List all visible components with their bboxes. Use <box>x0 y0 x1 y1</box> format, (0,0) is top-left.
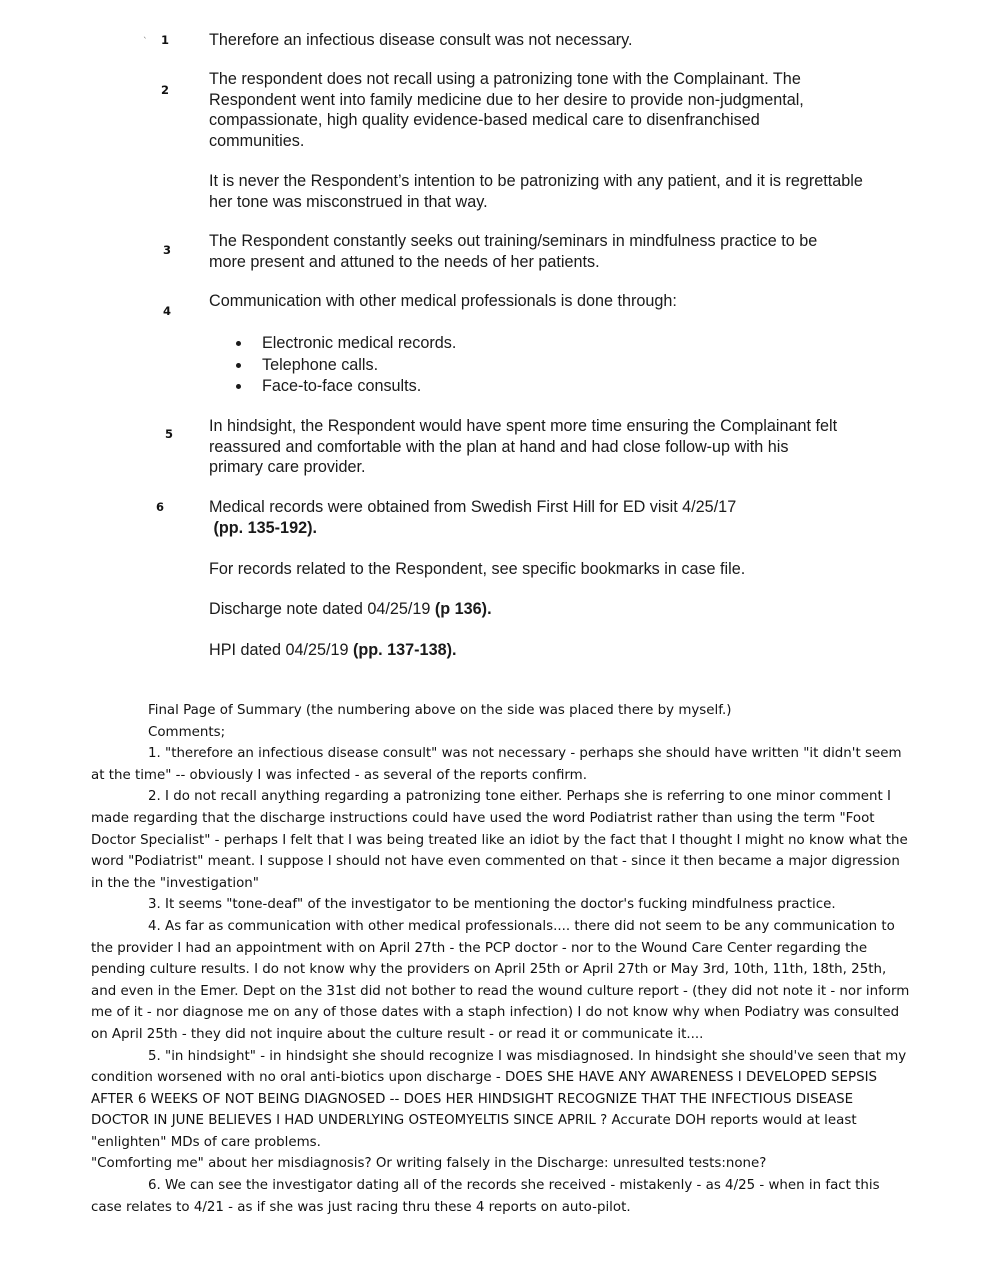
comments-heading: Final Page of Summary (the numbering above on the side was placed there by myself.) <box>148 703 732 718</box>
summary-item-2b: It is never the Respondent’s intention to be patronizing with any patient, and it is regrettable her tone was misconstrued in that way. <box>209 172 863 211</box>
comment-4: 4. As far as communication with other medical professionals.... there did not seem to be any communication to the provider I had an appointment with on April 27th - the PCP doctor - nor to the Wound Care Center regarding the pending culture results. I do not know why the providers on April 25th or April 27th or May 3rd, 10th, 11th, 18th, 25th, and even in the Emer. Dept on the 31st did not bother to read the wound culture report - (they did not note it - nor inform me of it - nor diagnose me on any of those dates with a staph infection) I do not know why when Podiatry was consulted on April 25th - they did not inquire about the culture result - or read it or communicate it.... <box>91 918 910 1042</box>
page-ref: (pp. 135-192). <box>213 518 317 537</box>
communication-list <box>236 333 456 398</box>
comment-3: 3. It seems "tone-deaf" of the investigator to be mentioning the doctor's fucking mindfulness practice. <box>148 897 836 913</box>
discharge-note-text: Discharge note dated 04/25/19 <box>209 600 435 618</box>
list-item: Telephone calls. <box>236 355 456 377</box>
hpi-text: HPI dated 04/25/19 <box>209 641 353 659</box>
records-text: Medical records were obtained from Swedish First Hill for ED visit 4/25/17 <box>209 498 737 516</box>
summary-item-6a <box>209 497 869 538</box>
summary-item-2a: The respondent does not recall using a patronizing tone with the Complainant. The Respondent went into family medicine due to her desire to provide non-judgmental, compassionate, high quality evidence-based medical care to disenfranchised communities. <box>209 70 804 150</box>
margin-number: 2 <box>161 83 170 97</box>
summary-item-3: The Respondent constantly seeks out training/seminars in mindfulness practice to be more present and attuned to the needs of her patients. <box>209 232 818 271</box>
summary-item-6b: For records related to the Respondent, see specific bookmarks in case file. <box>209 560 746 578</box>
summary-item-6c <box>209 599 869 620</box>
comment-5: 5. "in hindsight" - in hindsight she should recognize I was misdiagnosed. In hindsight she should've seen that my condition worsened with no oral anti-biotics upon discharge - DOES SHE HAVE ANY AWARENESS I DEVELOPED SEPSIS AFTER 6 WEEKS OF NOT BEING DIAGNOSED -- DOES HER HINDSIGHT RECOGNIZE THAT THE INFECTIOUS DISEASE DOCTOR IN JUNE BELIEVES I HAD UNDERLYING OSTEOMYELTIS SINCE APRIL ? Accurate DOH reports would at least "enlighten" MDs of care problems. <box>91 1048 907 1150</box>
margin-number: 6 <box>156 500 165 514</box>
list-item: Face-to-face consults. <box>236 376 456 398</box>
margin-number: 4 <box>163 304 172 318</box>
margin-number: 3 <box>163 243 172 257</box>
summary-item-4: Communication with other medical professionals is done through: <box>209 292 677 310</box>
page-ref: (pp. 137-138). <box>353 641 457 659</box>
list-item: Electronic medical records. <box>236 333 456 355</box>
summary-item-1: Therefore an infectious disease consult was not necessary. <box>209 31 633 49</box>
comment-2: 2. I do not recall anything regarding a patronizing tone either. Perhaps she is referring to one minor comment I made regarding that the discharge instructions could have used the word Podiatrist rather than using the term "Foot Doctor Specialist" - perhaps I felt that I was being treated like an idiot by the fact that I thought I might no know what the word "Podiatrist" meant. I suppose I should not have even commented on that - since it then became a major digression in the the "investigation" <box>91 789 908 891</box>
scan-mark: ` <box>143 37 148 47</box>
margin-number: 1 <box>161 33 170 47</box>
comment-1: 1. "therefore an infectious disease consult" was not necessary - perhaps she should have written "it didn't seem at the time" -- obviously I was infected - as several of the reports confirm. <box>91 746 902 783</box>
margin-number: 5 <box>165 427 174 441</box>
page-ref: (p 136). <box>434 600 492 618</box>
summary-item-5: In hindsight, the Respondent would have spent more time ensuring the Complainant felt reassured and comfortable with the plan at hand and had close follow-up with his primary care provider. <box>209 417 838 476</box>
summary-item-6d <box>209 640 869 661</box>
comments-section <box>91 700 911 1218</box>
comment-6: 6. We can see the investigator dating all of the records she received - mistakenly - as 4/25 - when in fact this case relates to 4/21 - as if she was just racing thru these 4 reports on auto-pilot. <box>91 1178 880 1215</box>
comment-5-followup: "Comforting me" about her misdiagnosis? Or writing falsely in the Discharge: unresulted tests:none? <box>91 1156 767 1172</box>
comments-label: Comments; <box>148 724 226 740</box>
